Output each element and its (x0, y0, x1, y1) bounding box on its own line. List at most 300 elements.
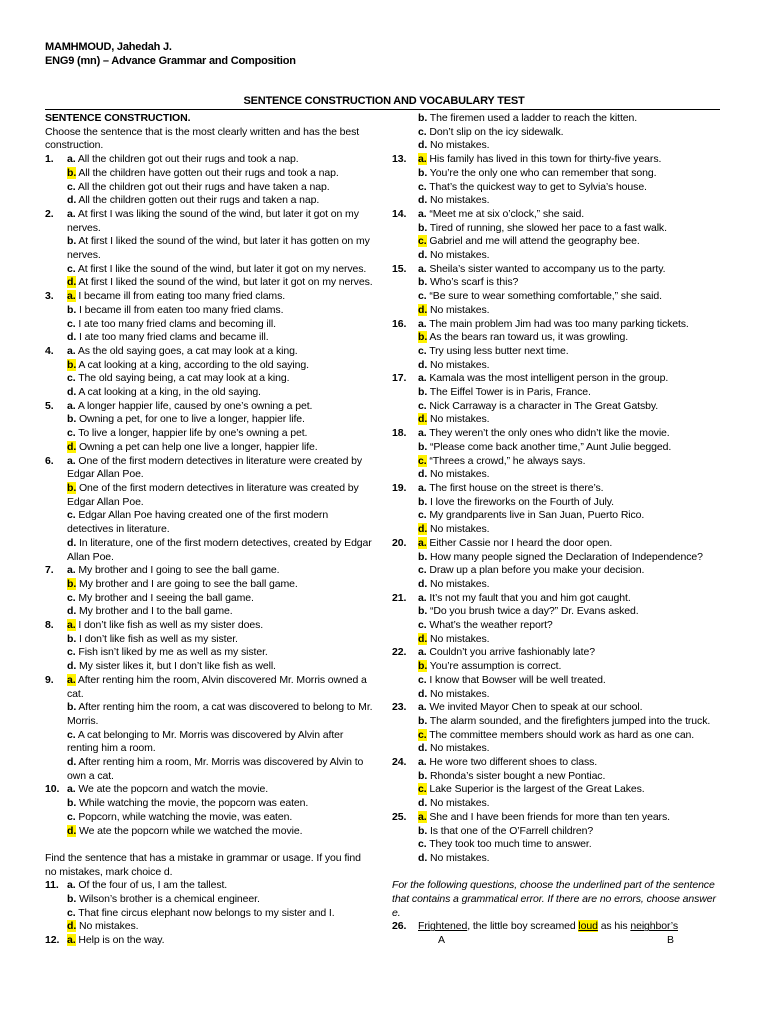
option-letter: a. (418, 207, 427, 220)
question-8 (45, 619, 375, 674)
option-letter: b. (418, 440, 428, 453)
option-letter: d. (418, 249, 428, 262)
question-22 (392, 646, 727, 701)
answer-option[interactable] (45, 811, 375, 825)
option-letter: a. (67, 673, 76, 686)
answer-option[interactable] (45, 427, 375, 441)
answer-option[interactable] (392, 194, 727, 208)
question-number: 2. (45, 207, 54, 220)
option-letter: c. (418, 454, 427, 467)
option-letter: b. (418, 714, 428, 727)
option-letter: b. (418, 605, 428, 618)
answer-option[interactable] (392, 838, 727, 852)
answer-option[interactable] (392, 318, 727, 332)
answer-option[interactable] (392, 605, 727, 619)
choice-letter-a: A (438, 934, 445, 947)
question-number: 8. (45, 619, 54, 632)
question-3 (45, 290, 375, 345)
answer-option[interactable] (45, 619, 375, 633)
answer-option[interactable] (392, 564, 727, 578)
answer-option[interactable] (45, 674, 375, 701)
answer-option[interactable] (392, 359, 727, 373)
option-text: After renting him a room, Mr. Morris was discovered by Alvin to own a cat. (67, 756, 364, 782)
option-letter: d. (418, 468, 428, 481)
option-letter: a. (418, 427, 427, 440)
answer-option[interactable] (392, 592, 727, 606)
answer-option[interactable] (392, 660, 727, 674)
option-letter: b. (418, 769, 428, 782)
answer-option[interactable] (392, 509, 727, 523)
section2-instructions: Find the sentence that has a mistake in grammar or usage. If you find no mistakes, mark choice d. (45, 851, 361, 878)
question-17 (392, 372, 727, 427)
option-letter: b. (418, 386, 428, 399)
option-text: What’s the weather report? (429, 619, 553, 632)
option-text: “Meet me at six o’clock,” she said. (429, 207, 585, 220)
option-letter: d. (418, 413, 428, 426)
answer-option[interactable] (392, 167, 727, 181)
right-column (392, 112, 727, 947)
option-letter: b. (418, 550, 428, 563)
option-text: All the children gotten out their rugs and taken a nap. (78, 194, 320, 207)
option-letter: b. (418, 331, 428, 344)
answer-option[interactable] (392, 263, 727, 277)
option-letter: a. (418, 262, 427, 275)
option-text: My brother and I seeing the ball game. (78, 591, 254, 604)
answer-option[interactable] (392, 715, 727, 729)
option-text: Either Cassie nor I heard the door open. (429, 536, 613, 549)
answer-option[interactable] (392, 400, 727, 414)
answer-option[interactable] (45, 400, 375, 414)
question-number: 9. (45, 673, 54, 686)
option-letter: b. (67, 797, 77, 810)
option-text: You’re the only one who can remember that song. (429, 166, 657, 179)
option-text: How many people signed the Declaration of Independence? (429, 550, 703, 563)
option-letter: c. (67, 372, 76, 385)
option-letter: c. (67, 906, 76, 919)
option-letter: c. (67, 728, 76, 741)
choice-letter-b: B (667, 934, 674, 947)
question-number: 7. (45, 564, 54, 577)
option-letter: c. (67, 646, 76, 659)
option-letter: c. (418, 125, 427, 138)
option-letter: c. (418, 564, 427, 577)
question-number: 13. (392, 153, 407, 166)
option-letter: c. (418, 399, 427, 412)
answer-option[interactable] (418, 112, 727, 126)
option-text: Edgar Allan Poe having created one of the first modern detectives in literature. (67, 509, 329, 536)
answer-option[interactable] (392, 811, 727, 825)
answer-option[interactable] (392, 427, 727, 441)
question-11 (45, 879, 375, 934)
answer-option[interactable] (392, 688, 727, 702)
answer-option[interactable] (392, 783, 727, 797)
option-text: No mistakes. (429, 577, 490, 590)
option-letter: c. (418, 509, 427, 522)
answer-option[interactable] (392, 331, 727, 345)
option-text: After renting him the room, Alvin discovered Mr. Morris owned a cat. (67, 673, 367, 700)
question-9 (45, 674, 375, 784)
question-15 (392, 263, 727, 318)
option-text: To live a longer, happier life by one’s owning a pet. (78, 427, 308, 440)
option-letter: b. (67, 632, 77, 645)
answer-option[interactable] (45, 578, 375, 592)
answer-option[interactable] (45, 729, 375, 756)
answer-option[interactable] (392, 701, 727, 715)
answer-option[interactable] (45, 633, 375, 647)
option-letter: d. (67, 605, 77, 618)
answer-option[interactable] (418, 126, 727, 140)
question-number: 15. (392, 262, 407, 275)
question-21 (392, 592, 727, 647)
option-letter: a. (67, 399, 76, 412)
answer-option[interactable] (45, 290, 375, 304)
option-text: Nick Carraway is a character in The Great Gatsby. (429, 399, 659, 412)
question-number: 12. (45, 934, 60, 947)
course-name: ENG9 (mn) – Advance Grammar and Composition (45, 55, 296, 67)
section-instructions: Choose the sentence that is the most clearly written and has the best construction. (45, 125, 360, 152)
answer-option[interactable] (392, 372, 727, 386)
option-text: Couldn’t you arrive fashionably late? (429, 646, 595, 659)
option-text: They took too much time to answer. (429, 838, 592, 851)
option-letter: c. (67, 427, 76, 440)
answer-option[interactable] (45, 934, 375, 948)
answer-option[interactable] (392, 619, 727, 633)
option-text: One of the first modern detectives in literature were created by Edgar Allan Poe. (67, 454, 363, 481)
option-text: In literature, one of the first modern detectives, created by Edgar Allan Poe. (67, 536, 372, 563)
underlined-choice-a[interactable]: Frightened (418, 920, 468, 933)
answer-option[interactable] (45, 756, 375, 783)
answer-option[interactable] (392, 153, 727, 167)
answer-option[interactable] (392, 468, 727, 482)
option-letter: b. (67, 235, 77, 248)
option-text: No mistakes. (429, 523, 490, 536)
underlined-choice-b[interactable]: loud (578, 920, 598, 933)
option-text: While watching the movie, the popcorn was eaten. (78, 797, 309, 810)
answer-option[interactable] (392, 825, 727, 839)
option-letter: c. (418, 783, 427, 796)
option-letter: b. (67, 413, 77, 426)
answer-option[interactable] (45, 907, 375, 921)
answer-option[interactable] (45, 276, 375, 290)
option-letter: b. (67, 893, 77, 906)
answer-option[interactable] (392, 523, 727, 537)
option-letter: d. (67, 824, 77, 837)
answer-option[interactable] (392, 235, 727, 249)
option-letter: a. (67, 879, 76, 892)
question-number: 26. (392, 920, 407, 933)
option-text: The committee members should work as hard as one can. (429, 728, 695, 741)
option-letter: c. (418, 235, 427, 248)
option-text: My grandparents live in San Juan, Puerto Rico. (429, 509, 645, 522)
option-text: A cat belonging to Mr. Morris was discovered by Alvin after renting him a room. (67, 728, 344, 755)
option-letter: d. (67, 440, 77, 453)
option-text: My brother and I are going to see the ball game. (78, 577, 298, 590)
answer-option[interactable] (392, 441, 727, 455)
answer-option[interactable] (45, 181, 375, 195)
answer-option[interactable] (45, 304, 375, 318)
option-letter: a. (67, 454, 76, 467)
option-letter: a. (67, 783, 76, 796)
answer-option[interactable] (45, 509, 375, 536)
answer-option[interactable] (45, 879, 375, 893)
question-10 (45, 783, 375, 838)
option-text: Draw up a plan before you make your decision. (429, 564, 645, 577)
answer-option[interactable] (392, 756, 727, 770)
option-text: She and I have been friends for more than ten years. (429, 810, 670, 823)
option-letter: d. (418, 194, 428, 207)
option-text: I don’t like fish as well as my sister does. (78, 619, 264, 632)
document-header (45, 40, 296, 68)
option-letter: b. (418, 824, 428, 837)
answer-option[interactable] (45, 167, 375, 181)
option-letter: c. (418, 673, 427, 686)
option-letter: b. (418, 495, 428, 508)
option-text: My sister likes it, but I don’t like fish as well. (78, 660, 276, 673)
option-letter: d. (418, 687, 428, 700)
answer-option[interactable] (45, 646, 375, 660)
option-text: We invited Mayor Chen to speak at our school. (429, 701, 643, 714)
left-column (45, 112, 375, 948)
option-text: “Please come back another time,” Aunt Julie begged. (429, 440, 672, 453)
option-text: No mistakes. (429, 194, 490, 207)
answer-option[interactable] (392, 345, 727, 359)
underlined-choice-c[interactable]: neighbor’s (630, 920, 678, 933)
option-letter: c. (418, 180, 427, 193)
option-letter: d. (67, 660, 77, 673)
option-letter: d. (418, 797, 428, 810)
answer-option[interactable] (45, 235, 375, 262)
answer-option[interactable] (392, 181, 727, 195)
option-text: I ate too many fried clams and became ill. (78, 331, 269, 344)
option-text: Owning a pet can help one live a longer, happier life. (78, 440, 318, 453)
option-letter: a. (67, 934, 76, 947)
answer-option[interactable] (392, 578, 727, 592)
option-text: He wore two different shoes to class. (429, 756, 598, 769)
option-text: That fine circus elephant now belongs to my sister and I. (78, 906, 335, 919)
option-text: At first I liked the sound of the wind, but later it got on my nerves. (78, 276, 373, 289)
answer-option[interactable] (45, 482, 375, 509)
option-letter: a. (418, 536, 427, 549)
option-letter: b. (67, 481, 77, 494)
option-text: No mistakes. (78, 920, 139, 933)
answer-option[interactable] (45, 413, 375, 427)
answer-option[interactable] (392, 537, 727, 551)
option-text: All the children got out their rugs and took a nap. (77, 153, 299, 166)
option-text: No mistakes. (429, 139, 490, 152)
option-text: No mistakes. (429, 303, 490, 316)
answer-option[interactable] (45, 825, 375, 839)
question-13 (392, 153, 727, 208)
option-letter: d. (67, 276, 77, 289)
option-text: Try using less butter next time. (429, 344, 569, 357)
option-text: We ate the popcorn and watch the movie. (78, 783, 269, 796)
option-text: Popcorn, while watching the movie, was eaten. (78, 810, 293, 823)
option-letter: a. (418, 756, 427, 769)
option-text: Don’t slip on the icy sidewalk. (429, 125, 564, 138)
question-5 (45, 400, 375, 455)
option-text: My brother and I going to see the ball game. (78, 564, 280, 577)
option-letter: c. (67, 180, 76, 193)
option-text: The alarm sounded, and the firefighters jumped into the truck. (429, 714, 711, 727)
option-letter: a. (418, 372, 427, 385)
option-text: No mistakes. (429, 797, 490, 810)
option-letter: d. (67, 536, 77, 549)
option-text: No mistakes. (429, 742, 490, 755)
answer-option[interactable] (45, 920, 375, 934)
option-letter: b. (418, 166, 428, 179)
option-text: After renting him the room, a cat was discovered to belong to Mr. Morris. (67, 701, 373, 727)
option-letter: b. (418, 276, 428, 289)
answer-option[interactable] (45, 194, 375, 208)
option-text: His family has lived in this town for thirty-five years. (429, 153, 662, 166)
answer-option[interactable] (392, 770, 727, 784)
answer-option[interactable] (45, 263, 375, 277)
answer-option[interactable] (418, 139, 727, 153)
option-text: The Eiffel Tower is in Paris, France. (429, 386, 591, 399)
answer-option[interactable] (392, 674, 727, 688)
option-text: It’s not my fault that you and him got caught. (429, 591, 631, 604)
answer-option[interactable] (392, 222, 727, 236)
answer-option[interactable] (392, 276, 727, 290)
option-text: Sheila’s sister wanted to accompany us to the party. (429, 262, 666, 275)
option-text: Is that one of the O’Farrell children? (429, 824, 594, 837)
answer-option[interactable] (392, 290, 727, 304)
option-letter: c. (418, 838, 427, 851)
option-text: All the children got out their rugs and have taken a nap. (77, 180, 330, 193)
answer-option[interactable] (45, 783, 375, 797)
option-text: No mistakes. (429, 413, 490, 426)
option-text: I don’t like fish as well as my sister. (78, 632, 238, 645)
option-letter: a. (418, 810, 427, 823)
option-letter: d. (418, 851, 428, 864)
option-text: You’re assumption is correct. (429, 660, 562, 673)
answer-option[interactable] (392, 852, 727, 866)
answer-option[interactable] (45, 345, 375, 359)
answer-option[interactable] (45, 386, 375, 400)
answer-option[interactable] (45, 441, 375, 455)
answer-option[interactable] (45, 660, 375, 674)
option-text: I love the fireworks on the Fourth of July. (429, 495, 614, 508)
answer-option[interactable] (392, 633, 727, 647)
question-14 (392, 208, 727, 263)
answer-option[interactable] (45, 797, 375, 811)
answer-option[interactable] (45, 331, 375, 345)
question-number: 4. (45, 344, 54, 357)
answer-option[interactable] (392, 742, 727, 756)
answer-option[interactable] (45, 372, 375, 386)
question-4 (45, 345, 375, 400)
answer-option[interactable] (45, 605, 375, 619)
answer-option[interactable] (45, 359, 375, 373)
answer-option[interactable] (45, 455, 375, 482)
answer-option[interactable] (392, 386, 727, 400)
option-text: No mistakes. (429, 249, 490, 262)
option-letter: d. (418, 358, 428, 371)
answer-option[interactable] (392, 249, 727, 263)
answer-option[interactable] (45, 537, 375, 564)
question-12-continued (392, 112, 727, 153)
option-letter: a. (67, 344, 76, 357)
question-number: 1. (45, 153, 54, 166)
choice-letters (392, 934, 727, 947)
option-letter: d. (418, 303, 428, 316)
answer-option[interactable] (392, 482, 727, 496)
question-number: 17. (392, 372, 407, 385)
option-letter: d. (418, 632, 428, 645)
option-text: My brother and I to the ball game. (78, 605, 233, 618)
option-letter: c. (67, 810, 76, 823)
option-text: A cat looking at a king, in the old saying. (78, 386, 261, 399)
section-heading: SENTENCE CONSTRUCTION. (45, 112, 191, 124)
answer-option[interactable] (392, 455, 727, 469)
option-text: I became ill from eating too many fried clams. (78, 290, 286, 303)
option-letter: a. (67, 153, 76, 166)
option-letter: d. (67, 756, 77, 769)
answer-option[interactable] (45, 318, 375, 332)
answer-option[interactable] (392, 551, 727, 565)
title-underline (45, 109, 720, 110)
question-18 (392, 427, 727, 482)
option-text: Who’s scarf is this? (429, 276, 519, 289)
option-text: A cat looking at a king, according to the old saying. (78, 358, 309, 371)
answer-option[interactable] (45, 893, 375, 907)
option-text: At first I like the sound of the wind, but later it got on my nerves. (77, 262, 367, 275)
option-text: Fish isn’t liked by me as well as my sister. (78, 646, 268, 659)
question-number: 25. (392, 810, 407, 823)
answer-option[interactable] (392, 304, 727, 318)
option-letter: d. (418, 742, 428, 755)
option-letter: b. (418, 221, 428, 234)
option-text: Wilson’s brother is a chemical engineer. (78, 893, 260, 906)
option-letter: a. (418, 591, 427, 604)
question-19 (392, 482, 727, 537)
answer-option[interactable] (392, 208, 727, 222)
question-20 (392, 537, 727, 592)
option-text: They weren’t the only ones who didn’t like the movie. (429, 427, 670, 440)
answer-option[interactable] (392, 797, 727, 811)
option-text: All the children have gotten out their rugs and took a nap. (78, 166, 339, 179)
option-letter: d. (67, 920, 77, 933)
option-text: No mistakes. (429, 687, 490, 700)
answer-option[interactable] (45, 564, 375, 578)
question-number: 10. (45, 783, 60, 796)
option-letter: a. (418, 481, 427, 494)
answer-option[interactable] (45, 592, 375, 606)
option-text: Gabriel and me will attend the geography bee. (429, 235, 640, 248)
question-24 (392, 756, 727, 811)
option-letter: b. (418, 112, 428, 124)
question-25 (392, 811, 727, 866)
option-text: “Threes a crowd,” he always says. (429, 454, 586, 467)
student-name: MAMHMOUD, Jahedah J. (45, 41, 172, 53)
option-text: We ate the popcorn while we watched the movie. (78, 824, 303, 837)
answer-option[interactable] (392, 729, 727, 743)
option-text: “Do you brush twice a day?” Dr. Evans asked. (429, 605, 639, 618)
option-letter: b. (67, 303, 77, 316)
option-text: Of the four of us, I am the tallest. (78, 879, 228, 892)
question-23 (392, 701, 727, 756)
option-letter: a. (418, 317, 427, 330)
answer-option[interactable] (392, 496, 727, 510)
answer-option[interactable] (392, 646, 727, 660)
answer-option[interactable] (392, 413, 727, 427)
answer-option[interactable] (45, 153, 375, 167)
option-letter: a. (418, 701, 427, 714)
answer-option[interactable] (45, 208, 375, 235)
option-letter: c. (67, 262, 76, 275)
option-letter: a. (418, 153, 427, 166)
answer-option[interactable] (45, 701, 375, 728)
